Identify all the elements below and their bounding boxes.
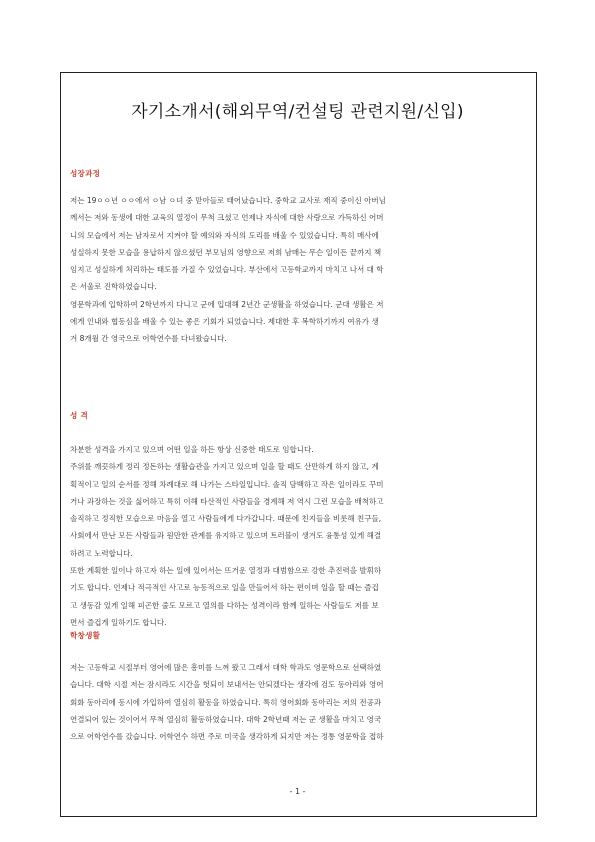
page-number: - 1 - bbox=[289, 787, 306, 796]
text-line: 연결되어 있는 것이어서 무척 열심히 활동하였습니다. 대학 2학년때 저는 군 생활을 마치고 영국 bbox=[70, 714, 382, 724]
text-line: 획적이고 일의 순서를 정해 차례대로 해 나가는 스타일입니다. 솔직 담백하고 작은 일이라도 꾸미 bbox=[70, 479, 384, 489]
text-line: 면서 즐겁게 일하기도 합니다. bbox=[70, 617, 167, 627]
text-line: 니의 모습에서 저는 남자로서 지켜야 할 예의와 자식의 도리를 배울 수 있었습니다. 특히 매사에 bbox=[70, 230, 379, 240]
text-line: 영문학과에 입학하여 2학년까지 다니고 군에 입대해 2년간 군생활을 하였습니다. 군대 생활은 저 bbox=[70, 299, 384, 309]
text-line: 임지고 성실하게 처리하는 태도를 가질 수 있었습니다. 부산에서 고등학교까지 마치고 나서 대 학 bbox=[70, 265, 384, 275]
text-line: 께서는 저와 동생에 대한 교육의 열정이 무척 크셨고 언제나 자식에 대한 사랑으로 가득하신 어머 bbox=[70, 213, 384, 223]
text-line: 하려고 노력합니다. bbox=[70, 548, 133, 558]
text-line: 성실하지 못한 모습을 용납하지 않으셨던 부모님의 영향으로 저희 남매는 무슨 일이든 끝까지 책 bbox=[70, 247, 382, 257]
text-line: 차분한 성격을 가지고 있으며 어떤 일을 하든 항상 신중한 태도로 임합니다. bbox=[70, 445, 314, 454]
text-line: 에게 인내와 협동심을 배울 수 있는 좋은 기회가 되었습니다. 제대한 후 복학하기까지 여유가 생 bbox=[70, 317, 379, 327]
text-line: 사회에서 만난 모든 사람들과 원만한 관계를 유지하고 있으며 트러블이 생겨도 융통성 있게 해결 bbox=[70, 531, 382, 541]
section-body-personality bbox=[70, 441, 525, 631]
text-line: 또한 계획한 일이나 하고자 하는 일에 있어서는 뜨거운 열정과 대범함으로 강한 추진력을 발휘하 bbox=[70, 566, 382, 576]
text-line: 솔직하고 정직한 모습으로 마음을 열고 사람들에게 다가갑니다. 때문에 친지들을 비롯해 친구들, bbox=[70, 514, 382, 524]
text-line: 주위를 깨끗하게 정리 정돈하는 생활습관을 가지고 있으며 일을 할 때도 산만하게 하지 않고, 계 bbox=[70, 462, 379, 472]
text-line: 으로 어학연수를 갔습니다. 어학연수 하면 주로 미국을 생각하게 되지만 저는 정통 영문학을 접하 bbox=[70, 732, 384, 742]
text-line: 고 생동감 있게 일해 피곤한 줄도 모르고 열의를 다하는 성격이라 함께 일하는 사람들도 저를 보 bbox=[70, 600, 379, 610]
text-line: 저는 고등학교 시절부터 영어에 많은 흥미를 느껴 왔고 그래서 대학 학과도 영문학으로 선택하였 bbox=[70, 663, 382, 672]
text-line: 회화 동아리에 동시에 가입하여 열심히 활동을 하였습니다. 특히 영어회화 동아리는 저의 전공과 bbox=[70, 697, 382, 707]
section-heading-growth: 성장과정 bbox=[70, 169, 101, 178]
text-line: 기도 합니다. 언제나 적극적인 사고로 능동적으로 일을 만들어서 하는 편이며 일을 할 때는 즐겁 bbox=[70, 583, 379, 593]
section-heading-school-life: 학창생활 bbox=[70, 631, 101, 640]
text-line: 은 서울로 진학하였습니다. bbox=[70, 282, 157, 292]
text-line: 거나 과장하는 것을 싫어하고 특히 이해 타산적인 사람들을 경계해 저 역시 그런 모습을 배척하고 bbox=[70, 496, 384, 506]
section-body-school-life bbox=[70, 659, 525, 745]
section-heading-personality: 성 격 bbox=[70, 411, 89, 420]
text-line: 겨 8개월 간 영국으로 어학연수를 다녀왔습니다. bbox=[70, 334, 227, 344]
text-line: 습니다. 대학 시절 저는 잠시라도 시간을 헛되이 보내서는 안되겠다는 생각에 검도 동아리와 영어 bbox=[70, 680, 384, 690]
section-body-growth bbox=[70, 192, 525, 348]
text-line: 저는 19ㅇㅇ년 ㅇㅇ에서 ㅇ남 ㅇ녀 중 맏아들로 태어났습니다. 중학교 교사로 재직 중이신 아버님 bbox=[70, 196, 386, 205]
document-title: 자기소개서(해외무역/컨설팅 관련지원/신입) bbox=[131, 102, 464, 122]
